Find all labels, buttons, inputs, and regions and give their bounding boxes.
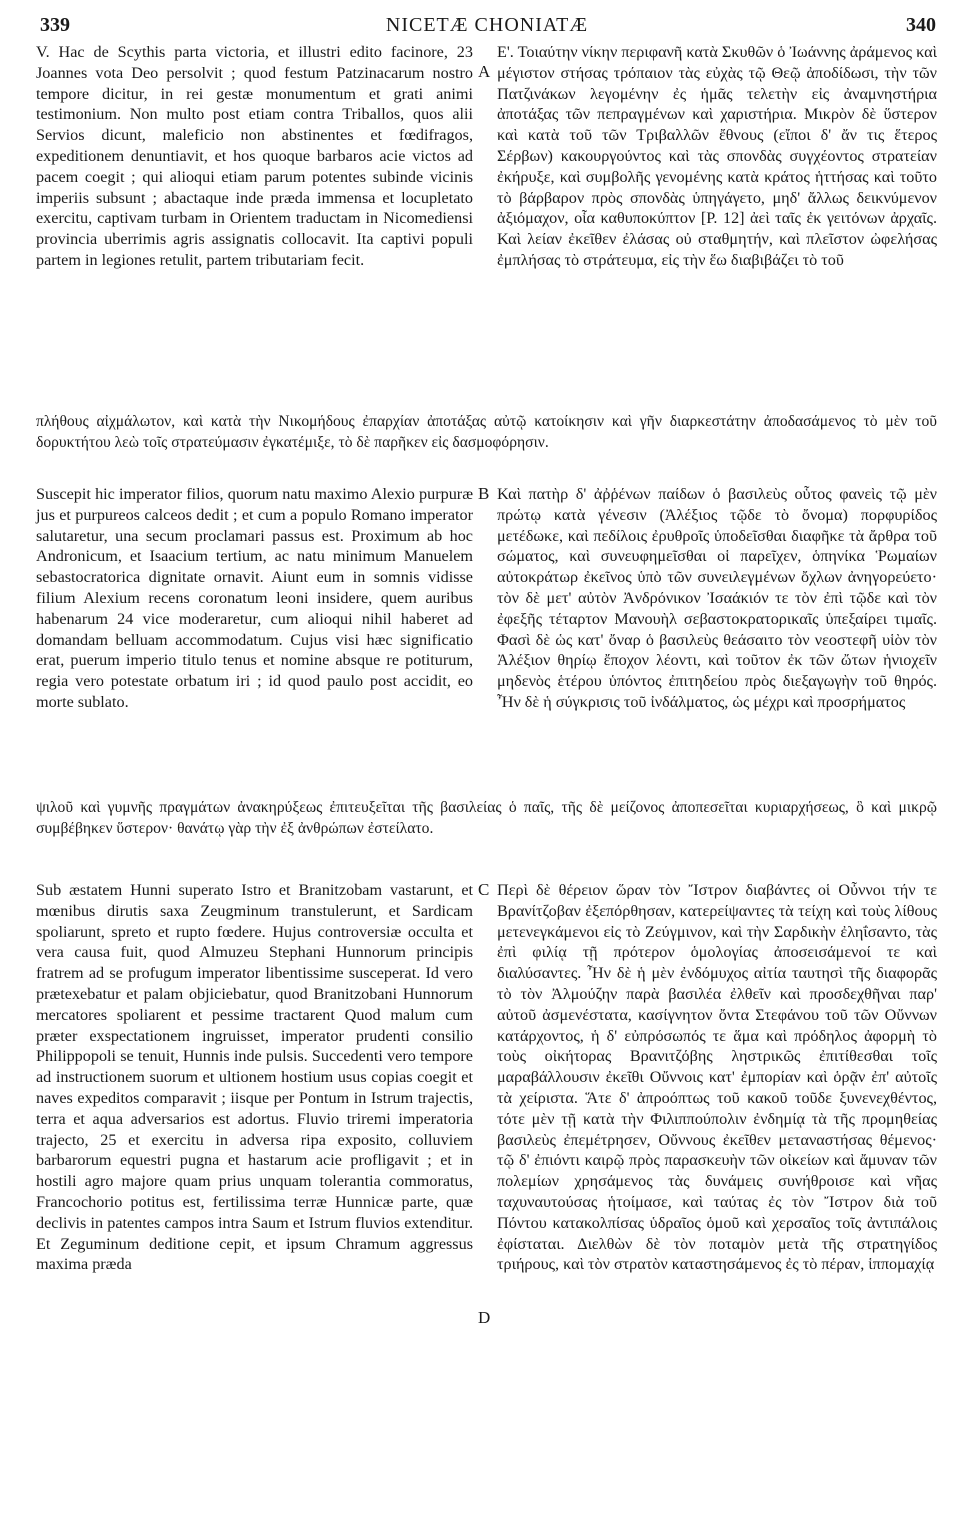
greek-full-width-section-1: πλήθους αἰχμάλωτον, καὶ κατὰ τὴν Νικομήδους ἐπαρχίαν ἀποτάξας αὐτῷ κατοίκησιν καὶ γῆν διαρκεστάτην ἀποδασάμενος τὸ μὲν τοῦ δορυκτήτου λεὼ τοῖς στρατεύμασιν ἐγκατέμιξε, τὸ δὲ παρῆκεν εἰς δασμοφόρησιν. — [36, 413, 937, 451]
latin-column-section-3: Sub æstatem Hunni superato Istro et Branitzobam vastarunt, et mœnibus dirutis saxa Zeugminum transtulerunt, et Sardicam spoliarunt, spreto et rupto fœdere. Hujus controversiæ occulta et vera causa fuit, quod Almuzeu Stephani Hunnorum principis fratrem ad se profugum imperator libentissime susceperat. Id vero prætexebatur et palam objiciebatur, quod Branitzobani Hunnorum mercatores spoliarent et pessime tractarent Quod malum cum præter exspectationem ingruisset, imperator prudenti consilio Philippopoli se tenuit, Hunnis inde pulsis. Succedenti vero tempore ad instructionem suorum et ultionem hostium usus copias coegit et naves expeditos comparavit ; iisque per Pontum in Istrum trajectis, terra et aqua adversarios est adortus. Fluvio triremi imperatoria trajecto, 25 et exercitu in adversa ripa exposito, colluviem barbarorum equestri pugna et hastarum acie profligavit ; et in hostili agro majore quam prius unquam tolerantia commoratus, Francochorio potitus est, fertilissima terræ Hunnicæ parte, quæ declivis in patentes campos intra Saum et Istrum fluvios extenditur. Et Zeguminum deditione cepit, et ipsum Chramum aggressus maxima præda — [36, 881, 473, 1274]
running-title: NICETÆ CHONIATÆ — [385, 14, 589, 36]
page-number-right: 340 — [906, 14, 936, 36]
greek-column-section-1: Ε'. Τοιαύτην νίκην περιφανῆ κατὰ Σκυθῶν ὁ Ἰωάννης ἀράμενος καὶ μέγιστον στήσας τρόπαιον τὰς εὐχὰς τῷ Θεῷ ἀποδίδωσι, τὴν τῶν Πατζινάκων λεγομένην ἐς ἡμᾶς τελετὴν εἰς ἀναμνηστήρια ἀποτάξας τῶν πεπραγμένων καὶ χαριστήρια. Μικρὸν δὲ ὕστερον καὶ κατὰ τοῦ τῶν Τριβαλλῶν ἔθνους (εἴποι δ' ἄν τις ἕτερος Σέρβων) κακουργούντος καὶ τὰς σπονδὰς συγχέοντος στρατείαν ἐκήρυξε, καὶ συμβολῆς γενομένης κατὰ κράτος ἡττήσας καὶ τοῦτο τὸ βάρβαρον πρὸς σπονδὰς ὑπηγάγετο, μηδ' ἄλλως δεικνύμενον ἀξιόμαχον, οἷα καθυποκύπτον [P. 12] ἀεὶ ταῖς ἐκ γειτόνων ἀρχαῖς. Καὶ λείαν ἐκεῖθεν ἐλάσας οὐ σταθμητήν, καὶ πλεῖστον ὠφελήσας ἐμπλήσας τὸ στράτευμα, εἰς τὴν ἕω διαβιβάζει τὸ τοῦ — [497, 43, 937, 269]
margin-marker-b: B — [478, 484, 490, 503]
margin-marker-c: C — [478, 880, 490, 899]
page-header — [28, 4, 946, 44]
greek-column-section-2: Καὶ πατὴρ δ' ἀῤῥένων παίδων ὁ βασιλεὺς οὗτος φανεὶς τῷ μὲν πρώτῳ κατὰ γένεσιν (Ἀλέξιος τῷδε τὸ ὄνομα) πορφυρίδος μετέδωκε, καὶ πεδίλοις ἐρυθροῖς ὑποδεῖσθαι διαφῆκε τὰ ἄρθρα τοῦ σώματος, καὶ συνευφημεῖσθαι οἱ παρεῖχεν, ὁπηνίκα Ῥωμαίων αὐτοκράτωρ ἐκεῖνος ὑπὸ τῶν συνειλεγμένων ὄχλων ἀνηγορεύετο· τὸν δὲ μετ' αὐτὸν Ἀνδρόνικον Ἰσαάκιόν τε τὸν ἐπὶ τῷδε καὶ τὸν ἐφεξῆς τέταρτον Μανουὴλ σεβαστοκρατορικαῖς ὑπεξαίρει τιμαῖς. Φασὶ δὲ ὡς κατ' ὄναρ ὁ βασιλεὺς θεάσαιτο τὸν νεοστεφῆ υἱὸν τὸν Ἀλέξιον θηρίῳ ἔποχον λέοντι, καὶ τοῦτον ἐκ τῶν ὤτων ἡνιοχεῖν μηδενὸς ἑτέρου ὑπόντος ἐπιτηδείου πρὸς διεξαγωγὴν τοῦ θηρός. Ἦν δὲ ἡ σύγκρισις τοῦ ἰνδάλματος, ὡς μέχρι καὶ προσρήματος — [497, 485, 937, 711]
margin-marker-d: D — [478, 1308, 491, 1327]
latin-column-section-1: V. Hac de Scythis parta victoria, et illustri edito facinore, 23 Joannes vota Deo persolvit ; quod festum Patzinacarum nostro tempore dicitur, in rei gestæ monumentum et grati animi testimonium. Non multo post etiam contra Triballos, quos alii Servios dicunt, maleficio non abstinentes et fœdifragos, expeditionem denuntiavit, et hos quoque barbaros acie victos ad pacem coegit ; qui alioqui etiam parum potentes subinde vicinis imperiis subsunt ; abactaque inde præda immensa et locupletato exercitu, captivam turbam in Orientem traductam in Nicomediensi provincia uberrimis agris assignatis collocavit. Ita captivi populi partem in legiones retulit, partem tributariam fecit. — [36, 43, 473, 269]
page-number-left: 339 — [40, 14, 70, 36]
latin-column-section-2: Suscepit hic imperator filios, quorum natu maximo Alexio purpuræ jus et purpureos calceos dedit ; et cum a populo Romano imperator salutaretur, una secum proclamari passus est. Proximum ab hoc Andronicum, et Isaacium tertium, ac natu minimum Manuelem sebastocratorica dignitate ornavit. Aiunt eum in somnis vidisse filium Alexium recens coronatum leoni insidere, quem auribus habenarum 24 vice moderaretur, cum alioqui nihil haberet ad domandam belluam accommodatum. Cujus visi hæc significatio erat, puerum imperio titulo tenus et nomine absque re potiturum, regia vero potestate orbatum iri ; id quod paulo post accidit, eo morte sublato. — [36, 485, 473, 711]
greek-full-width-section-2: ψιλοῦ καὶ γυμνῆς πραγμάτων ἀνακηρύξεως ἐπιτευξεῖται τῆς βασιλείας ὁ παῖς, τῆς δὲ μείζονος ἀποπεσεῖται κυριαρχήσεως, ὃ καὶ μικρῷ συμβέβηκεν ὕστερον· θανάτῳ γὰρ τὴν ἐξ ἀνθρώπων ἐστείλατο. — [36, 799, 937, 837]
margin-marker-a: A — [478, 62, 491, 81]
greek-column-section-3: Περὶ δὲ θέρειον ὥραν τὸν Ἴστρον διαβάντες οἱ Οὖννοι τήν τε Βρανίτζοβαν ἐξεπόρθησαν, κατερείψαντες τὰ τείχη καὶ τοὺς λίθους μετενεγκάμενοι εἰς τὸ Ζεύγμινον, καὶ τὴν Σαρδικὴν ἐληΐσαντο, τὰς ἐπὶ φιλίᾳ τῇ πρότερον ὁμολογίας ἀποσεισάμενοί τε καὶ διαλύσαντες. Ἦν δὲ ἡ μὲν ἐνδόμυχος αἰτία ταυτησὶ τῆς διαφορᾶς τὸ τὸν Ἀλμούζην παρὰ βασιλέα ἐλθεῖν καὶ προσδεχθῆναι παρ' αὐτοῦ ἀσμενέστατα, κασίγνητον ὄντα Στεφάνου τοῦ τῶν Οὔννων κατάρχοντος, ἡ δ' εὐπρόσωπός τε ἅμα καὶ πρόδηλος ἀφορμὴ τὸ τοὺς οἰκήτορας Βρανιτζόβης ληστρικῶς ἐπιτίθεσθαι τοῖς μαραβάλλουσιν ἐκεῖθι Οὔννοις κατ' ἐμπορίαν καὶ ὁρᾷν ἐπ' αὐτοῖς τὰ χείριστα. Ἅτε δ' ἀπροόπτως τοῦ κακοῦ τοῦδε ξυνενεχθέντος, τότε μὲν τῇ κατὰ τὴν Φιλιππούπολιν ἐνδημίᾳ τὰ τῆς προμηθείας βασιλεὺς ἐπεμέτρησεν, Οὔννους ἐκεῖθεν μεταναστήσας θέμενος· τῷ δ' ἐπιόντι καιρῷ πρὸς παρασκευὴν τῶν οἰκείων καὶ ἄμυναν τῶν πολεμίων χρησάμενος τὰς δυνάμεις συνήθροισε καὶ νῆας ταχυναυτούσας ἡτοίμασε, καὶ ταύτας ἐς τὸν Ἴστρον διὰ τοῦ Πόντου κατακολπίσας ὑδραῖος ὁμοῦ καὶ χερσαῖος τοῖς ἀντιπάλοις ἐφίσταται. Διελθὼν δὲ τὸν ποταμὸν μετὰ τῆς στρατηγίδος τριήρους, καὶ τὸν στρατὸν καταστησάμενος ἐς τὸ πέραν, ἱππομαχίᾳ — [497, 881, 937, 1274]
